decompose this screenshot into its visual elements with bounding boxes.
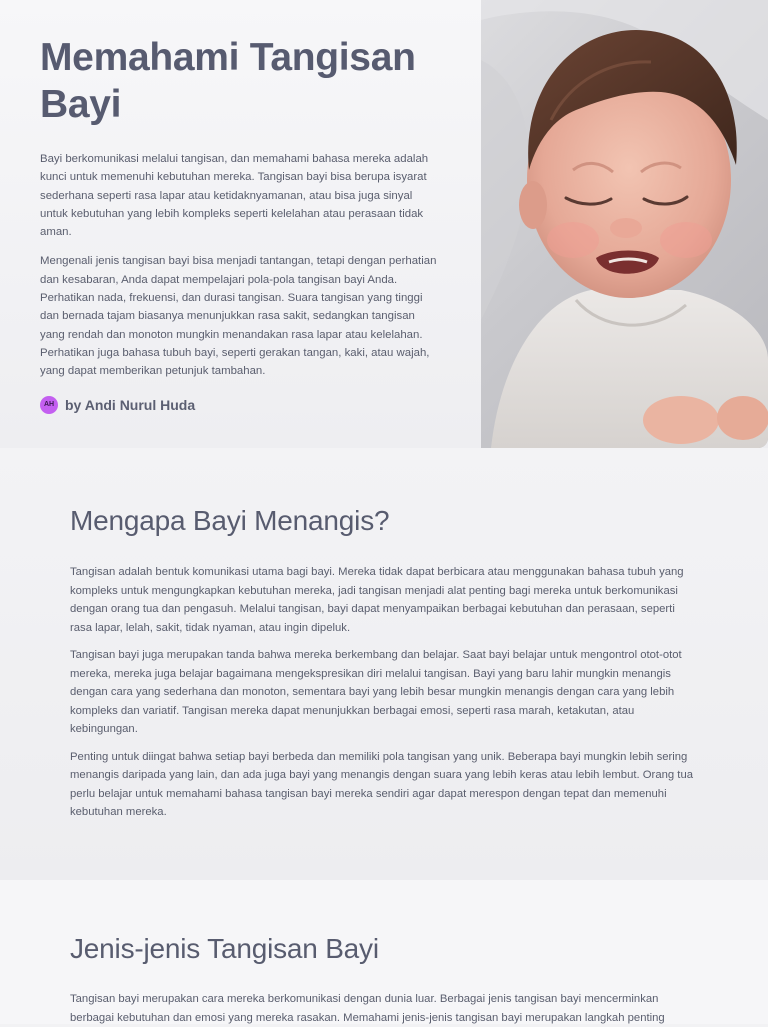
avatar[interactable]: AH [40,396,58,414]
section-paragraph: Tangisan bayi juga merupakan tanda bahwa mereka berkembang dan belajar. Saat bayi belajar untuk mengontrol otot-otot mereka, mereka juga belajar bagaimana mengekspresikan diri melalui tangisan. Bayi yang baru lahir mungkin menangis dengan cara yang sederhana dan monoton, sementara bayi yang lebih besar mungkin menangis dengan cara yang lebih kompleks dan variatif. Tangisan mereka dapat menunjukkan berbagai emosi, seperti rasa marah, ketakutan, atau kebingungan. [70,649,682,735]
section-cry-types [0,880,768,1024]
section-paragraph: Tangisan bayi merupakan cara mereka berkomunikasi dengan dunia luar. Berbagai jenis tangisan bayi mencerminkan berbagai kebutuhan dan emosi yang mereka rasakan. Memahami jenis-jenis tangisan bayi merupakan langkah penting [70,993,665,1024]
section-paragraph: Penting untuk diingat bahwa setiap bayi berbeda dan memiliki pola tangisan yang unik. Beberapa bayi mungkin lebih sering menangis daripada yang lain, dan ada juga bayi yang menangis dengan suara yang lebih keras atau lebih lembut. Orang tua perlu belajar untuk memahami bahasa tangisan bayi mereka sendiri agar dapat merespon dengan tepat dan memenuhi kebutuhan mereka. [70,750,694,818]
crying-baby-illustration [481,0,768,448]
hero-text-block [40,34,440,414]
section-paragraph: Tangisan adalah bentuk komunikasi utama bagi bayi. Mereka tidak dapat berbicara atau menggunakan bahasa tubuh yang kompleks untuk mengungkapkan kebutuhan mereka, jadi tangisan menjadi alat penting bagi mereka untuk berkomunikasi dengan orang tua dan pengasuh. Melalui tangisan, bayi dapat menyampaikan berbagai kebutuhan dan perasaan, seperti rasa lapar, lelah, sakit, tidak nyaman, atau ingin dipeluk. [70,566,684,634]
baby-photo [481,0,768,448]
section-content [70,932,698,1027]
section-content [70,504,698,822]
section-title: Mengapa Bayi Menangis? [70,505,390,536]
section-title: Jenis-jenis Tangisan Bayi [70,933,379,964]
page-title: Memahami Tangisan Bayi [40,36,416,126]
hero-paragraph: Mengenali jenis tangisan bayi bisa menjadi tantangan, tetapi dengan perhatian dan kesabaran, Anda dapat mempelajari pola-pola tangisan bayi Anda. Perhatikan nada, frekuensi, dan durasi tangisan. Suara tangisan yang tinggi dan bernada tajam biasanya menunjukkan rasa sakit, sedangkan tangisan yang rendah dan monoton mungkin menandakan rasa lapar atau kelelahan. Perhatikan juga bahasa tubuh bayi, seperti gerakan tangan, kaki, atau wajah, yang dapat memberikan petunjuk tambahan. [40,255,437,378]
hero-paragraph: Bayi berkomunikasi melalui tangisan, dan memahami bahasa mereka adalah kunci untuk memenuhi kebutuhan mereka. Tangisan bayi bisa berupa isyarat sederhana seperti rasa lapar atau ketidaknyamanan, atau bisa juga sinyal untuk kebutuhan yang lebih kompleks seperti kelelahan atau perasaan tidak aman. [40,153,429,239]
section-why-babies-cry [0,448,768,880]
author-byline[interactable] [40,396,440,414]
hero-section [0,0,768,448]
author-name[interactable]: by Andi Nurul Huda [65,396,196,413]
